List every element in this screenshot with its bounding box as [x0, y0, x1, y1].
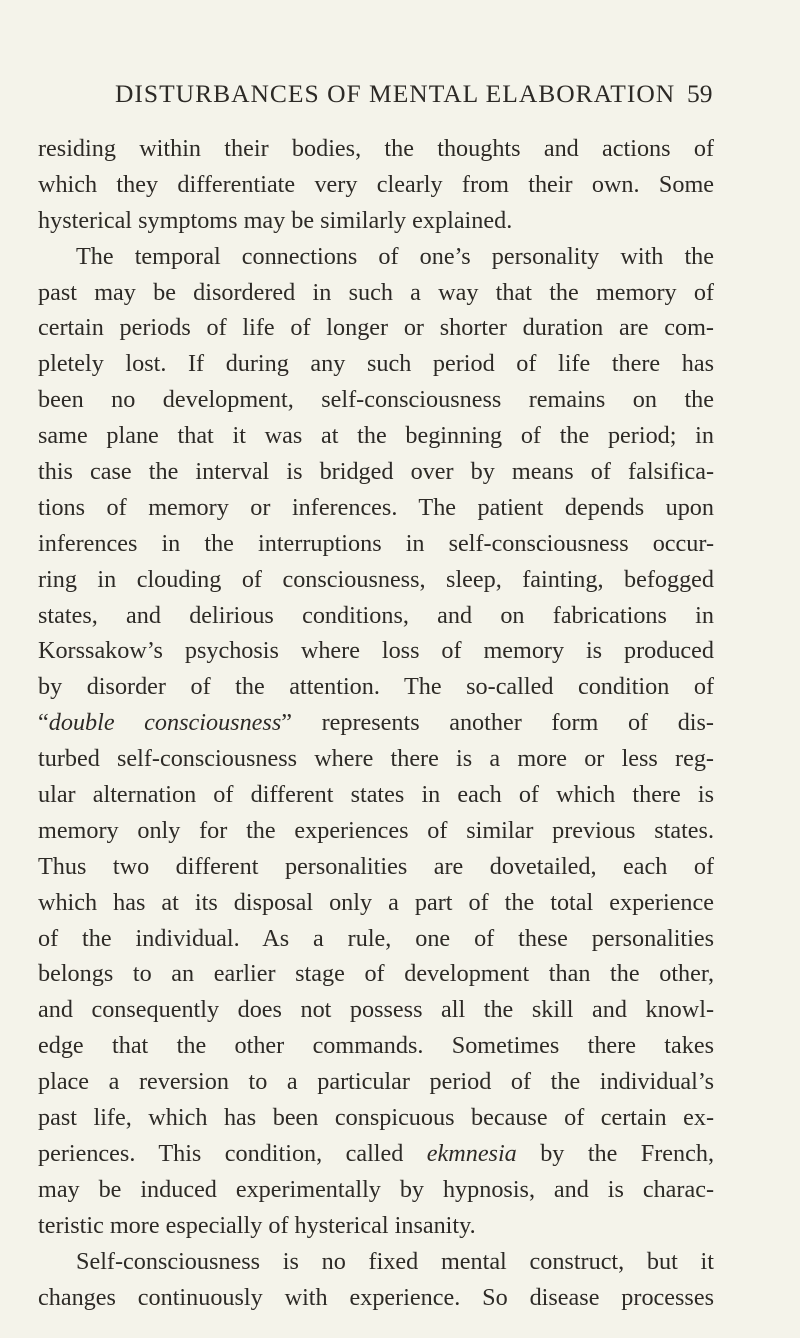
- text-line: memory only for the experiences of similar previous states.: [38, 816, 714, 844]
- text-line: place a reversion to a particular period of the individual’s: [38, 1068, 714, 1096]
- text-line: ring in clouding of consciousness, sleep, fainting, befogged: [38, 565, 714, 593]
- text-line: may be induced experimentally by hypnosis, and is charac-: [38, 1175, 714, 1203]
- text-line: Korssakow’s psychosis where loss of memory is produced: [38, 637, 714, 665]
- text-line: pletely lost. If during any such period of life there has: [38, 350, 714, 378]
- text-segment: ” represents another form of dis-: [281, 709, 714, 737]
- text-line: The temporal connections of one’s personality with the: [76, 242, 714, 270]
- text-line: been no development, self-consciousness remains on the: [38, 386, 714, 414]
- text-line: same plane that it was at the beginning of the period; in: [38, 422, 714, 450]
- running-title: DISTURBANCES OF MENTAL ELABORATION: [115, 79, 676, 108]
- text-line: residing within their bodies, the thoughts and actions of: [38, 135, 714, 162]
- text-line: which they differentiate very clearly from their own. Some: [38, 170, 714, 198]
- text-segment: periences. This condition, called: [38, 1139, 427, 1167]
- text-line: and consequently does not possess all the skill and knowl-: [38, 996, 714, 1024]
- text-line: turbed self-consciousness where there is a more or less reg-: [38, 745, 714, 773]
- open-quote: “: [38, 709, 49, 737]
- text-line: Self-consciousness is no fixed mental construct, but it: [76, 1247, 714, 1275]
- text-line: states, and delirious conditions, and on fabrications in: [38, 601, 714, 629]
- running-head: [0, 79, 800, 113]
- text-line: this case the interval is bridged over by means of falsifica-: [38, 458, 714, 486]
- text-line: teristic more especially of hysterical insanity.: [38, 1211, 476, 1239]
- text-line: inferences in the interruptions in self-consciousness occur-: [38, 529, 714, 557]
- italic-term: double consciousness: [48, 709, 282, 737]
- italic-term: ekmnesia: [426, 1139, 517, 1167]
- text-line: past life, which has been conspicuous because of certain ex-: [38, 1104, 714, 1132]
- text-line: hysterical symptoms may be similarly explained.: [38, 206, 513, 234]
- text-line: which has at its disposal only a part of the total experience: [38, 888, 714, 916]
- body-text: [38, 131, 714, 1315]
- text-line: by disorder of the attention. The so-called condition of: [38, 673, 714, 701]
- text-line: edge that the other commands. Sometimes there takes: [38, 1032, 714, 1060]
- text-segment: by the French,: [516, 1139, 714, 1167]
- page-number: 59: [687, 79, 713, 108]
- text-line: changes continuously with experience. So disease processes: [38, 1283, 714, 1311]
- text-line: certain periods of life of longer or shorter duration are com-: [38, 314, 714, 342]
- text-line: of the individual. As a rule, one of these personalities: [38, 924, 714, 952]
- text-line: [38, 1136, 714, 1172]
- text-line: [38, 705, 714, 741]
- text-line: Thus two different personalities are dovetailed, each of: [38, 852, 714, 880]
- text-line: past may be disordered in such a way that the memory of: [38, 278, 714, 306]
- text-line: ular alternation of different states in each of which there is: [38, 781, 714, 809]
- text-line: tions of memory or inferences. The patient depends upon: [38, 493, 714, 521]
- text-line: belongs to an earlier stage of development than the other,: [38, 960, 714, 988]
